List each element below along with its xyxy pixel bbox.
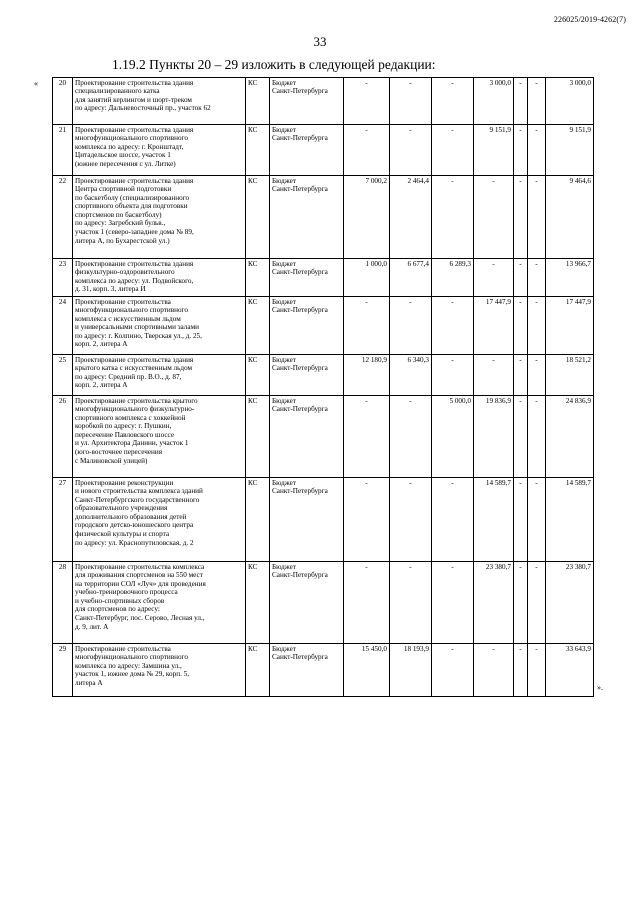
funding-source — [270, 176, 344, 259]
amount-v2: - — [390, 562, 432, 644]
project-name-line: и универсальными спортивными залами — [75, 323, 199, 332]
row-number: 20 — [53, 78, 73, 125]
amount-v6: - — [528, 176, 546, 259]
table-row — [53, 259, 594, 297]
amount-v5: - — [514, 396, 528, 478]
amount-v6: - — [528, 297, 546, 355]
table-row — [53, 644, 594, 697]
funding-source-line: Бюджет — [272, 125, 296, 134]
amount-v4: 23 380,7 — [474, 562, 514, 644]
funding-source — [270, 562, 344, 644]
project-name-line: литера А — [75, 678, 103, 687]
table-row — [53, 125, 594, 176]
funding-source-line: Бюджет — [272, 176, 296, 185]
project-name-line: (юго-восточнее пересечения — [75, 448, 163, 457]
project-name-line: литера А, по Бухарестской ул.) — [75, 236, 170, 245]
amount-v5: - — [514, 644, 528, 697]
project-name-line: Проектирование строительства здания — [75, 78, 194, 87]
project-name — [73, 355, 246, 396]
project-name-line: Центра спортивной подготовки — [75, 185, 172, 194]
table-row — [53, 396, 594, 478]
project-name-line: Проектирование строительства — [75, 297, 171, 306]
project-name-line: специализированного катка — [75, 87, 160, 96]
amount-v1: 12 180,9 — [344, 355, 390, 396]
amount-v6: - — [528, 78, 546, 125]
funding-source — [270, 478, 344, 562]
amount-v3: - — [432, 478, 474, 562]
project-name-line: для занятий керлингом и шорт-треком — [75, 95, 192, 104]
funding-source-line: Бюджет — [272, 644, 296, 653]
project-name-line: Проектирование строительства здания — [75, 125, 194, 134]
amount-v5: - — [514, 355, 528, 396]
amount-v1: - — [344, 478, 390, 562]
page-number: 33 — [313, 34, 327, 49]
amount-v4: 14 589,7 — [474, 478, 514, 562]
amount-v4: - — [474, 644, 514, 697]
project-name-line: комплекса по адресу: ул. Подвойского, — [75, 276, 194, 285]
amount-v2: - — [390, 78, 432, 125]
funding-source — [270, 125, 344, 176]
project-name-line: коробкой по адресу: г. Пушкин, — [75, 422, 172, 431]
document-id: 226025/2019-4262(7) — [553, 15, 626, 24]
funding-source-line: Санкт-Петербурга — [272, 185, 328, 194]
project-name — [73, 297, 246, 355]
amount-v5: - — [514, 297, 528, 355]
table-row — [53, 176, 594, 259]
project-name-line: д. 31, корп. 3, литера И — [75, 285, 146, 294]
project-name-line: (южнее пересечения с ул. Литке) — [75, 159, 176, 168]
row-number: 21 — [53, 125, 73, 176]
expense-code: КС — [246, 478, 270, 562]
project-name-line: Санкт-Петербургского государственного — [75, 495, 200, 504]
amount-total: 9 151,9 — [546, 125, 594, 176]
table-row — [53, 355, 594, 396]
project-name — [73, 478, 246, 562]
funding-source-line: Санкт-Петербурга — [272, 364, 328, 373]
project-name-line: корп. 2, литера А — [75, 381, 128, 390]
table-row — [53, 78, 594, 125]
funding-source-line: Санкт-Петербурга — [272, 571, 328, 580]
table-row — [53, 562, 594, 644]
expense-code: КС — [246, 562, 270, 644]
amount-v6: - — [528, 644, 546, 697]
amount-total: 3 000,0 — [546, 78, 594, 125]
amount-v1: 1 000,0 — [344, 259, 390, 297]
amount-total: 18 521,2 — [546, 355, 594, 396]
row-number: 27 — [53, 478, 73, 562]
amount-v3: 5 000,0 — [432, 396, 474, 478]
project-name-line: учебно-тренировочного процесса — [75, 588, 178, 597]
expense-code: КС — [246, 259, 270, 297]
project-name-line: пересечение Павловского шоссе — [75, 430, 175, 439]
funding-source-line: Санкт-Петербурга — [272, 487, 328, 496]
amount-v6: - — [528, 396, 546, 478]
amount-v1: - — [344, 125, 390, 176]
project-name-line: комплекса с искусственным льдом — [75, 314, 181, 323]
table-row — [53, 478, 594, 562]
project-name-line: многофункционального спортивного — [75, 134, 188, 143]
project-name-line: Санкт-Петербург, пос. Серово, Лесная ул., — [75, 614, 205, 623]
expense-code: КС — [246, 396, 270, 478]
row-number: 26 — [53, 396, 73, 478]
funding-source-line: Санкт-Петербурга — [272, 87, 328, 96]
row-number: 22 — [53, 176, 73, 259]
project-name-line: для проживания спортсменов на 550 мест — [75, 571, 203, 580]
project-name-line: спортивного комплекса с хоккейной — [75, 413, 186, 422]
project-name-line: физической культуры и спорта — [75, 530, 170, 539]
row-number: 25 — [53, 355, 73, 396]
funding-source-line: Санкт-Петербурга — [272, 268, 328, 277]
project-name-line: д. 9, лит. А — [75, 622, 109, 631]
amount-v4: - — [474, 259, 514, 297]
amount-v1: 7 000,2 — [344, 176, 390, 259]
project-name-line: образовательного учреждения — [75, 504, 168, 513]
expense-code: КС — [246, 78, 270, 125]
project-name — [73, 78, 246, 125]
funding-source — [270, 259, 344, 297]
amount-v2: 6 340,3 — [390, 355, 432, 396]
project-name-line: крытого катка с искусственным льдом — [75, 364, 193, 373]
funding-source-line: Санкт-Петербурга — [272, 306, 328, 315]
project-name-line: корп. 2, литера А — [75, 340, 128, 349]
project-name-line: по адресу: Загребский бульв., — [75, 219, 166, 228]
amount-v6: - — [528, 259, 546, 297]
amount-v3: - — [432, 562, 474, 644]
funding-source-line: Бюджет — [272, 259, 296, 268]
row-number: 23 — [53, 259, 73, 297]
projects-table — [52, 77, 594, 697]
amount-v2: 18 193,9 — [390, 644, 432, 697]
project-name-line: спортивного объекта для подготовки — [75, 202, 188, 211]
expense-code: КС — [246, 125, 270, 176]
amount-total: 13 966,7 — [546, 259, 594, 297]
funding-source-line: Бюджет — [272, 78, 296, 87]
project-name-line: городского детско-юношеского центра — [75, 521, 194, 530]
project-name-line: участок 1, южнее дома № 29, корп. 5, — [75, 670, 190, 679]
expense-code: КС — [246, 176, 270, 259]
amount-v3: - — [432, 125, 474, 176]
amount-v4: 19 836,9 — [474, 396, 514, 478]
project-name — [73, 562, 246, 644]
project-name-line: по адресу: Средний пр. В.О., д. 87, — [75, 372, 182, 381]
table-row — [53, 297, 594, 355]
amount-total: 14 589,7 — [546, 478, 594, 562]
amount-v2: - — [390, 478, 432, 562]
section-heading: 1.19.2 Пункты 20 – 29 изложить в следующей редакции: — [112, 57, 436, 72]
amount-v3: - — [432, 176, 474, 259]
project-name-line: Проектирование строительства здания — [75, 176, 194, 185]
row-number: 29 — [53, 644, 73, 697]
amount-v4: 17 447,9 — [474, 297, 514, 355]
funding-source — [270, 355, 344, 396]
project-name-line: комплекса по адресу: Замшина ул., — [75, 661, 182, 670]
amount-v1: - — [344, 396, 390, 478]
funding-source-line: Бюджет — [272, 297, 296, 306]
amount-v5: - — [514, 478, 528, 562]
project-name-line: и учебно-спортивных сборов — [75, 596, 165, 605]
project-name-line: спортсменов по баскетболу) — [75, 210, 162, 219]
project-name-line: и ул. Архитектора Данини, участок 1 — [75, 439, 189, 448]
amount-v4: 3 000,0 — [474, 78, 514, 125]
amount-v2: 2 464,4 — [390, 176, 432, 259]
project-name-line: Проектирование строительства крытого — [75, 396, 198, 405]
amount-total: 9 464,6 — [546, 176, 594, 259]
amount-v3: - — [432, 78, 474, 125]
project-name-line: для спортсменов по адресу: — [75, 605, 160, 614]
row-number: 28 — [53, 562, 73, 644]
amount-v3: - — [432, 644, 474, 697]
amount-v6: - — [528, 355, 546, 396]
funding-source-line: Санкт-Петербурга — [272, 405, 328, 414]
project-name-line: многофункционального спортивного — [75, 306, 188, 315]
project-name-line: с Малиновской улицей) — [75, 456, 148, 465]
project-name — [73, 125, 246, 176]
project-name — [73, 396, 246, 478]
project-name-line: на территории СОЛ «Луч» для проведения — [75, 579, 206, 588]
funding-source-line: Санкт-Петербурга — [272, 134, 328, 143]
funding-source-line: Бюджет — [272, 396, 296, 405]
project-name-line: Проектирование строительства здания — [75, 355, 194, 364]
funding-source — [270, 644, 344, 697]
amount-v2: 6 677,4 — [390, 259, 432, 297]
amount-v4: - — [474, 176, 514, 259]
funding-source-line: Бюджет — [272, 355, 296, 364]
amount-v1: - — [344, 562, 390, 644]
project-name-line: многофункционального физкультурно- — [75, 405, 195, 414]
project-name — [73, 259, 246, 297]
project-name-line: дополнительного образования детей — [75, 512, 187, 521]
project-name-line: по адресу: ул. Краснопутиловская, д. 2 — [75, 538, 194, 547]
expense-code: КС — [246, 644, 270, 697]
funding-source — [270, 396, 344, 478]
project-name-line: по адресу: г. Колпино, Тверская ул., д. 25, — [75, 331, 202, 340]
amount-v5: - — [514, 125, 528, 176]
project-name-line: Проектирование строительства — [75, 644, 171, 653]
project-name-line: Цитадельское шоссе, участок 1 — [75, 151, 171, 160]
amount-total: 24 836,9 — [546, 396, 594, 478]
amount-v1: 15 450,0 — [344, 644, 390, 697]
row-number: 24 — [53, 297, 73, 355]
amount-v5: - — [514, 176, 528, 259]
project-name-line: участок 1 (северо-западнее дома № 89, — [75, 228, 194, 237]
amount-v3: - — [432, 297, 474, 355]
amount-v5: - — [514, 78, 528, 125]
amount-v3: - — [432, 355, 474, 396]
funding-source-line: Санкт-Петербурга — [272, 653, 328, 662]
project-name-line: физкультурно-оздоровительного — [75, 268, 175, 277]
amount-v1: - — [344, 297, 390, 355]
project-name-line: по баскетболу (специализированного — [75, 193, 190, 202]
amount-total: 17 447,9 — [546, 297, 594, 355]
amount-v4: 9 151,9 — [474, 125, 514, 176]
project-name-line: многофункционального спортивного — [75, 653, 188, 662]
amount-v6: - — [528, 125, 546, 176]
expense-code: КС — [246, 355, 270, 396]
amount-total: 23 380,7 — [546, 562, 594, 644]
funding-source — [270, 78, 344, 125]
quote-close-mark: ». — [597, 683, 603, 692]
funding-source-line: Бюджет — [272, 478, 296, 487]
amount-v6: - — [528, 478, 546, 562]
funding-source — [270, 297, 344, 355]
project-name-line: Проектирование строительства здания — [75, 259, 194, 268]
amount-v5: - — [514, 562, 528, 644]
funding-source-line: Бюджет — [272, 562, 296, 571]
project-name-line: по адресу: Дальневосточный пр., участок 62 — [75, 104, 211, 113]
expense-code: КС — [246, 297, 270, 355]
project-name-line: и нового строительства комплекса зданий — [75, 487, 203, 496]
project-name-line: комплекса по адресу: г. Кронштадт, — [75, 142, 184, 151]
amount-v2: - — [390, 396, 432, 478]
amount-v3: 6 289,3 — [432, 259, 474, 297]
project-name — [73, 644, 246, 697]
project-name — [73, 176, 246, 259]
project-name-line: Проектирование строительства комплекса — [75, 562, 205, 571]
amount-v5: - — [514, 259, 528, 297]
amount-v2: - — [390, 297, 432, 355]
amount-v6: - — [528, 562, 546, 644]
amount-v4: - — [474, 355, 514, 396]
project-name-line: Проектирование реконструкции — [75, 478, 174, 487]
amount-v2: - — [390, 125, 432, 176]
amount-total: 33 643,9 — [546, 644, 594, 697]
amount-v1: - — [344, 78, 390, 125]
quote-open-mark: « — [34, 79, 38, 88]
